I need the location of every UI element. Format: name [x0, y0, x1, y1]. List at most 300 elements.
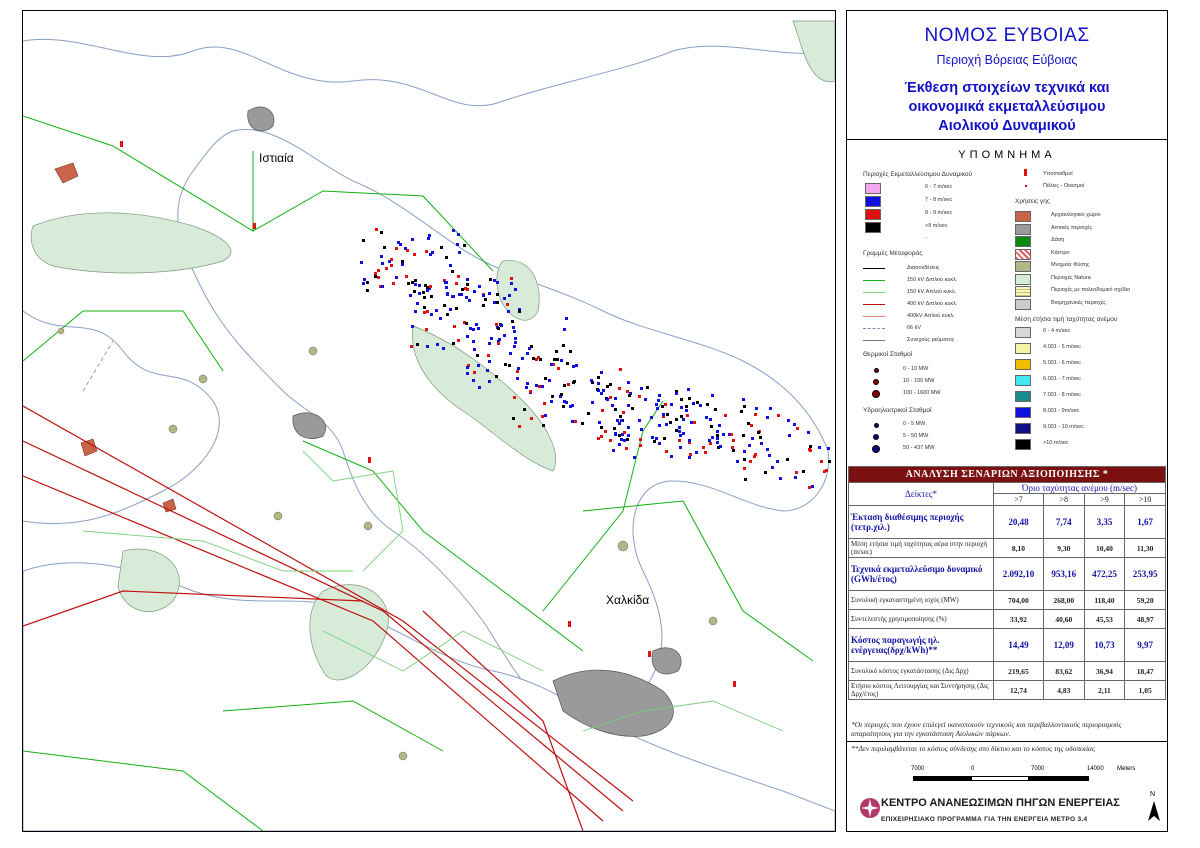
wind-pixel: [612, 449, 615, 452]
wind-pixel: [360, 261, 363, 264]
wind-pixel: [416, 343, 419, 346]
wind-pixel: [562, 405, 565, 408]
wind-pixel: [452, 229, 455, 232]
legend-swatch: [1015, 343, 1031, 354]
wind-pixel: [823, 470, 826, 473]
legend-swatch: [865, 196, 881, 207]
wind-pixel: [427, 237, 430, 240]
wind-pixel: [675, 418, 678, 421]
wind-pixel: [572, 365, 575, 368]
legend-swatch: [1015, 286, 1031, 297]
wind-pixel: [680, 406, 683, 409]
wind-pixel: [443, 304, 446, 307]
wind-pixel: [682, 418, 685, 421]
wind-pixel: [539, 358, 542, 361]
wind-pixel: [423, 311, 426, 314]
legend-swatch: [865, 183, 881, 194]
table-row: [849, 591, 1166, 610]
wind-pixel: [633, 456, 636, 459]
threshold-col-1: >7: [994, 494, 1044, 506]
wind-pixel: [475, 323, 478, 326]
row-value: 48,97: [1125, 610, 1166, 629]
wind-pixel: [714, 408, 717, 411]
wind-pixel: [731, 446, 734, 449]
wind-pixel: [542, 424, 545, 427]
legend-swatch: [1015, 359, 1031, 370]
wind-pixel: [759, 436, 762, 439]
wind-pixel: [548, 379, 551, 382]
wind-pixel: [597, 382, 600, 385]
legend-swatch: [1015, 375, 1031, 386]
wind-pixel: [743, 405, 746, 408]
row-value: 953,16: [1043, 558, 1084, 591]
legend-label: >9 m/sec: [925, 223, 948, 229]
wind-pixel: [627, 426, 630, 429]
wind-pixel: [426, 310, 429, 313]
wind-pixel: [675, 392, 678, 395]
row-value: 3,35: [1084, 506, 1125, 539]
map-canvas[interactable]: [23, 11, 835, 831]
wind-pixel: [565, 317, 568, 320]
lines-66kv: [83, 341, 113, 391]
wind-pixel: [488, 292, 491, 295]
wind-pixel: [590, 379, 593, 382]
wind-pixel: [661, 405, 664, 408]
report-title-line3: Αιολικού Δυναμικού: [938, 118, 1076, 134]
wind-pixel: [689, 453, 692, 456]
row-label: Έκταση διαθέσιμης περιοχής (τετρ.χιλ.): [849, 506, 994, 539]
legend-label: Βιομηχανικές περιοχές: [1051, 299, 1106, 306]
scale-label-2: 0: [971, 766, 975, 772]
legend-label: 8 - 9 m/sec: [925, 210, 953, 216]
wind-pixel: [625, 447, 628, 450]
wind-pixel: [650, 416, 653, 419]
wind-pixel: [431, 251, 434, 254]
legend-label: Περιοχές Natura: [1051, 274, 1091, 281]
north-label: N: [1150, 791, 1156, 798]
wind-pixel: [509, 352, 512, 355]
wind-pixel: [506, 303, 509, 306]
wind-pixel: [601, 409, 604, 412]
wind-pixel: [575, 364, 578, 367]
row-value: 268,00: [1043, 591, 1084, 610]
wind-pixel: [430, 295, 433, 298]
legend-swatch: [1015, 274, 1031, 285]
table-row: [849, 610, 1166, 629]
wind-pixel: [489, 278, 492, 281]
legend-label: Μνημεία Φύσης: [1051, 262, 1090, 268]
urban-north: [248, 107, 274, 131]
wind-pixel: [514, 341, 517, 344]
wind-pixel: [544, 377, 547, 380]
legend-line-sample: [863, 268, 885, 269]
wind-pixel: [751, 437, 754, 440]
legend-swatch: [1015, 299, 1031, 310]
wind-pixel: [497, 342, 500, 345]
wind-pixel: [566, 362, 569, 365]
wind-pixel: [678, 430, 681, 433]
town-label-istiaia: Ιστιαία: [259, 151, 294, 165]
wind-pixel: [627, 404, 630, 407]
legend-swatch: [1015, 261, 1031, 272]
wind-pixel: [678, 426, 681, 429]
programme-name: ΕΠΙΧΕΙΡΗΣΙΑΚΟ ΠΡΟΓΡΑΜΜΑ ΓΙΑ ΤΗΝ ΕΝΕΡΓΕΙΑ ΜΕΤΡΟ 3.4: [881, 816, 1088, 823]
row-value: 118,40: [1084, 591, 1125, 610]
wind-pixel: [600, 392, 603, 395]
wind-pixel: [530, 417, 533, 420]
wind-pixel: [461, 288, 464, 291]
wind-pixel: [440, 246, 443, 249]
wind-pixel: [510, 282, 513, 285]
wind-pixel: [550, 363, 553, 366]
legend-label: 400kV Απλού κυκλ.: [907, 313, 955, 319]
wind-pixel: [503, 334, 506, 337]
wind-pixel: [452, 342, 455, 345]
wind-pixel: [477, 364, 480, 367]
wind-pixel: [639, 438, 642, 441]
wind-pixel: [457, 275, 460, 278]
wind-pixel: [503, 297, 506, 300]
legend-label: 0 - 10 MW: [903, 366, 929, 372]
wind-pixel: [567, 383, 570, 386]
row-value: 20,48: [994, 506, 1044, 539]
row-label: Τεχνικά εκμεταλλεύσιμο δυναμικό (GWh/έτος): [849, 558, 994, 591]
legend-hydro-heading: Υδροηλεκτρικοί Σταθμοί: [863, 407, 932, 414]
wind-pixel: [620, 438, 623, 441]
natura-southwest: [118, 549, 179, 612]
wind-pixel: [512, 417, 515, 420]
wind-pixel: [769, 407, 772, 410]
wind-pixel: [445, 286, 448, 289]
wind-pixel: [766, 448, 769, 451]
scale-bar: [847, 764, 1167, 788]
wind-pixel: [665, 423, 668, 426]
wind-pixel: [606, 385, 609, 388]
row-value: 472,25: [1084, 558, 1125, 591]
legend-exploitable-extra: -: [925, 235, 927, 241]
wind-pixel: [392, 282, 395, 285]
row-value: 59,20: [1125, 591, 1166, 610]
wind-pixel: [529, 390, 532, 393]
wind-pixel: [425, 328, 428, 331]
row-value: 45,53: [1084, 610, 1125, 629]
wind-pixel: [493, 279, 496, 282]
row-value: 9,97: [1125, 629, 1166, 662]
wind-pixel: [680, 398, 683, 401]
wind-pixel: [743, 458, 746, 461]
wind-pixel: [414, 279, 417, 282]
wind-pixel: [704, 451, 707, 454]
wind-pixel: [488, 380, 491, 383]
wind-pixel: [472, 328, 475, 331]
wind-pixel: [675, 429, 678, 432]
wind-pixel: [409, 294, 412, 297]
threshold-col-4: >10: [1125, 494, 1166, 506]
wind-pixel: [722, 433, 725, 436]
legend-label: 10 - 100 MW: [903, 378, 935, 384]
divider: [847, 741, 1167, 742]
region-subtitle: Περιοχή Βόρειας Εύβοιας: [936, 53, 1078, 67]
scale-label-3: 7000: [1031, 766, 1045, 772]
wind-pixel: [604, 430, 607, 433]
legend-line-sample: [863, 304, 885, 305]
wind-pixel: [407, 282, 410, 285]
wind-pixel: [656, 407, 659, 410]
wind-pixel: [708, 439, 711, 442]
legend-swatch: [1015, 391, 1031, 402]
scale-segment: [913, 776, 971, 781]
wind-pixel: [413, 253, 416, 256]
wind-pixel: [695, 451, 698, 454]
wind-pixel: [602, 389, 605, 392]
wind-pixel: [435, 309, 438, 312]
wind-pixel: [623, 431, 626, 434]
wind-pixel: [730, 433, 733, 436]
wind-pixel: [513, 345, 516, 348]
wind-pixel: [732, 449, 735, 452]
row-value: 2.092,10: [994, 558, 1044, 591]
scenario-table: [848, 466, 1166, 700]
wind-pixel: [744, 478, 747, 481]
legend-label: 4.001 - 5 m/sec: [1043, 344, 1081, 350]
wind-pixel: [685, 405, 688, 408]
wind-pixel: [406, 249, 409, 252]
wind-pixel: [777, 414, 780, 417]
wind-pixel: [445, 256, 448, 259]
legend-label: 5.001 - 6 m/sec: [1043, 360, 1081, 366]
table-row: [849, 558, 1166, 591]
legend-label: Περιοχές με πολεοδομικό σχέδιο: [1051, 287, 1131, 293]
wind-pixel: [663, 437, 666, 440]
wind-pixel: [658, 424, 661, 427]
wind-pixel: [631, 407, 634, 410]
wind-pixel: [495, 375, 498, 378]
wind-pixel: [669, 421, 672, 424]
wind-pixel: [468, 299, 471, 302]
legend-label: Αρχαιολογικοί χώροι: [1051, 212, 1101, 218]
wind-pixel: [390, 258, 393, 261]
table-row: [849, 662, 1166, 681]
wind-pixel: [786, 458, 789, 461]
wind-pixel: [390, 264, 393, 267]
scale-label-1: 7000: [911, 766, 925, 772]
wind-pixel: [609, 439, 612, 442]
wind-pixel: [484, 298, 487, 301]
wind-pixel: [794, 476, 797, 479]
legend-label: 6 - 7 m/sec: [925, 184, 953, 190]
wind-pixel: [627, 434, 630, 437]
wind-pixel: [380, 255, 383, 258]
wind-pixel: [600, 435, 603, 438]
wind-pixel: [380, 231, 383, 234]
wind-pixel: [423, 306, 426, 309]
wind-pixel: [808, 486, 811, 489]
row-label: Μέση ετήσια τιμή ταχύτητας αέρα στην περιοχή (m/sec): [849, 539, 994, 558]
wind-pixel: [743, 450, 746, 453]
wind-pixel: [535, 384, 538, 387]
wind-pixel: [750, 424, 753, 427]
wind-pixel: [516, 370, 519, 373]
wind-pixel: [418, 284, 421, 287]
wind-pixel: [521, 357, 524, 360]
row-value: 40,60: [1043, 610, 1084, 629]
row-value: 7,74: [1043, 506, 1084, 539]
wind-pixel: [477, 327, 480, 330]
legend-label: 0 - 4 m/sec: [1043, 328, 1071, 334]
wind-pixel: [687, 388, 690, 391]
wind-pixel: [809, 449, 812, 452]
wind-pixel: [600, 426, 603, 429]
wind-pixel: [383, 246, 386, 249]
wind-pixel: [401, 260, 404, 263]
wind-pixel: [818, 446, 821, 449]
organization-name: ΚΕΝΤΡΟ ΑΝΑΝΕΩΣΙΜΩΝ ΠΗΓΩΝ ΕΝΕΡΓΕΙΑΣ: [881, 797, 1120, 809]
wind-pixel: [716, 430, 719, 433]
threshold-header: Όριο ταχύτητας ανέμου (m/sec): [994, 483, 1166, 494]
wind-pixel: [377, 276, 380, 279]
row-value: 12,09: [1043, 629, 1084, 662]
row-value: 9,30: [1043, 539, 1084, 558]
coastline-north: [23, 39, 835, 105]
wind-pixel: [827, 447, 830, 450]
wind-pixel: [385, 267, 388, 270]
wind-pixel: [653, 440, 656, 443]
wind-pixel: [478, 386, 481, 389]
wind-pixel: [449, 308, 452, 311]
wind-pixel: [664, 403, 667, 406]
wind-pixel: [469, 327, 472, 330]
wind-pixel: [513, 330, 516, 333]
wind-pixel: [724, 414, 727, 417]
wind-pixel: [518, 310, 521, 313]
wind-pixel: [455, 307, 458, 310]
map-frame[interactable]: [22, 10, 836, 832]
legend-swatch: [1015, 224, 1031, 235]
legend-swatch: [1015, 407, 1031, 418]
wind-pixel: [504, 363, 507, 366]
wind-pixel: [622, 411, 625, 414]
legend-line-sample: [863, 316, 885, 317]
wind-pixel: [719, 445, 722, 448]
wind-pixel: [465, 322, 468, 325]
wind-pixel: [742, 398, 745, 401]
row-value: 14,49: [994, 629, 1044, 662]
wind-pixel: [526, 382, 529, 385]
wind-pixel: [490, 337, 493, 340]
wind-pixel: [747, 422, 750, 425]
town-label-chalkida: Χαλκίδα: [606, 593, 650, 607]
scale-unit: Meters: [1117, 766, 1136, 772]
wind-pixel: [670, 403, 673, 406]
wind-pixel: [411, 238, 414, 241]
wind-pixel: [665, 450, 668, 453]
wind-pixel: [465, 296, 468, 299]
threshold-col-3: >9: [1084, 494, 1125, 506]
row-value: 219,65: [994, 662, 1044, 681]
wind-pixel: [626, 390, 629, 393]
wind-pixel: [395, 247, 398, 250]
side-panel: [846, 10, 1168, 832]
wind-pixel: [498, 338, 501, 341]
wind-pixel: [516, 377, 519, 380]
table-row: [849, 539, 1166, 558]
wind-pixel: [455, 282, 458, 285]
wind-pixel: [638, 395, 641, 398]
legend-landuse-heading: Χρήσεις γης: [1015, 198, 1050, 205]
natura-ne-corner: [793, 21, 835, 82]
wind-pixel: [496, 301, 499, 304]
wind-pixel: [497, 327, 500, 330]
wind-pixel: [755, 407, 758, 410]
wind-pixel: [457, 233, 460, 236]
wind-pixel: [732, 439, 735, 442]
wind-pixel: [446, 293, 449, 296]
wind-pixel: [496, 293, 499, 296]
wind-pixel: [620, 419, 623, 422]
wind-pixel: [508, 294, 511, 297]
wind-pixel: [685, 409, 688, 412]
legend-swatch: [1015, 327, 1031, 338]
wind-pixel: [573, 380, 576, 383]
wind-pixel: [611, 404, 614, 407]
wind-pixel: [749, 460, 752, 463]
legend-title: ΥΠΟΜΝΗΜΑ: [958, 149, 1056, 161]
wind-pixel: [788, 434, 791, 437]
wind-pixel: [828, 460, 831, 463]
wind-pixel: [508, 364, 511, 367]
wind-pixel: [626, 438, 629, 441]
wind-pixel: [716, 434, 719, 437]
wind-pixel: [679, 446, 682, 449]
wind-pixel: [381, 262, 384, 265]
wind-pixel: [473, 290, 476, 293]
wind-pixel: [544, 414, 547, 417]
wind-pixel: [644, 398, 647, 401]
wind-pixel: [535, 358, 538, 361]
wind-pixel: [754, 453, 757, 456]
table-row: [849, 506, 1166, 539]
wind-pixel: [609, 396, 612, 399]
scenario-table-title: ΑΝΑΛΥΣΗ ΣΕΝΑΡΙΩΝ ΑΞΙΟΠΟΙΗΣΗΣ *: [849, 467, 1166, 483]
legend-line-sample: [863, 340, 885, 341]
wind-pixel: [478, 285, 481, 288]
wind-pixel: [748, 444, 751, 447]
wind-pixel: [688, 439, 691, 442]
wind-pixel: [680, 415, 683, 418]
legend-label: >10 m/sec: [1043, 440, 1069, 446]
hydro-station-icon: [872, 445, 880, 453]
hydro-station-icon: [874, 423, 879, 428]
legend-settlements-label: Πόλεις - Οικισμοί: [1043, 183, 1085, 189]
wind-pixel: [466, 283, 469, 286]
wind-pixel: [562, 344, 565, 347]
archaeo-site-1: [55, 163, 78, 183]
legend-label: 66 kV: [907, 325, 922, 331]
wind-pixel: [495, 323, 498, 326]
wind-pixel: [757, 431, 760, 434]
wind-pixel: [716, 441, 719, 444]
wind-pixel: [463, 244, 466, 247]
wind-pixel: [560, 393, 563, 396]
scale-segment: [1029, 776, 1089, 781]
wind-pixel: [381, 285, 384, 288]
row-value: 704,00: [994, 591, 1044, 610]
legend-line-sample: [863, 280, 885, 281]
wind-pixel: [410, 345, 413, 348]
wind-pixel: [657, 399, 660, 402]
row-label: Συνολική εγκαταστημένη ισχύς (MW): [849, 591, 994, 610]
wind-pixel: [640, 428, 643, 431]
